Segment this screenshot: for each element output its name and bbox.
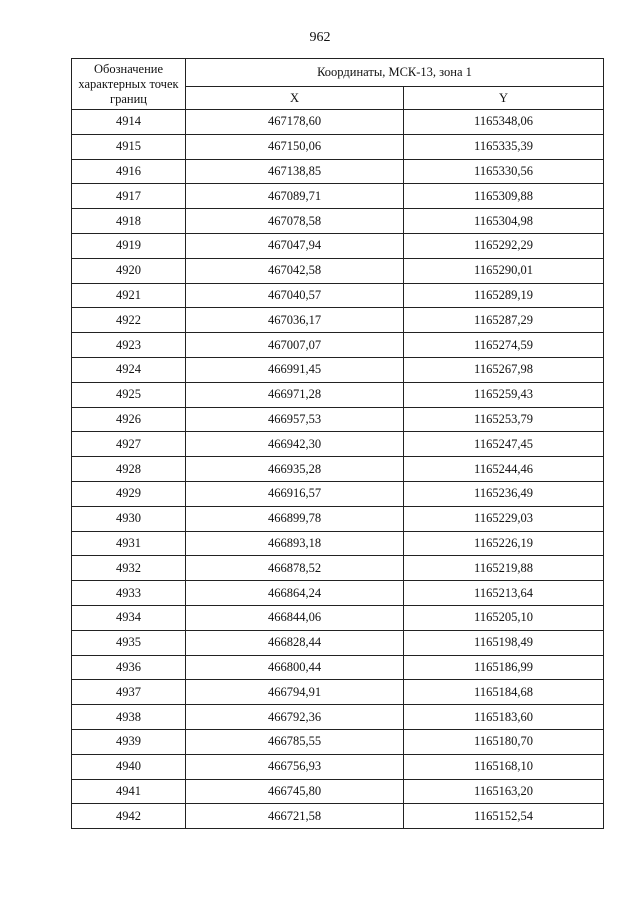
table-row [72,432,604,457]
cell-y: 1165348,06 [404,110,604,135]
coordinates-table [71,58,604,829]
table-row [72,457,604,482]
table-row [72,506,604,531]
cell-x: 467078,58 [186,209,404,234]
cell-x: 467138,85 [186,159,404,184]
cell-y: 1165309,88 [404,184,604,209]
cell-point: 4942 [72,804,186,829]
table-row [72,159,604,184]
cell-point: 4940 [72,754,186,779]
cell-y: 1165287,29 [404,308,604,333]
table-row [72,481,604,506]
table-row [72,110,604,135]
cell-y: 1165247,45 [404,432,604,457]
table-row [72,382,604,407]
table-row [72,184,604,209]
cell-y: 1165229,03 [404,506,604,531]
header-coordinates: Координаты, МСК-13, зона 1 [186,59,604,87]
table-row [72,655,604,680]
cell-x: 466756,93 [186,754,404,779]
cell-point: 4927 [72,432,186,457]
table-row [72,605,604,630]
cell-x: 466935,28 [186,457,404,482]
table-row [72,754,604,779]
table-row [72,209,604,234]
cell-x: 467040,57 [186,283,404,308]
cell-point: 4915 [72,134,186,159]
cell-point: 4916 [72,159,186,184]
cell-y: 1165335,39 [404,134,604,159]
table-body [72,110,604,829]
cell-y: 1165183,60 [404,705,604,730]
cell-x: 466800,44 [186,655,404,680]
table-row [72,729,604,754]
table-row [72,779,604,804]
cell-x: 467178,60 [186,110,404,135]
table-row [72,333,604,358]
cell-x: 466792,36 [186,705,404,730]
cell-point: 4939 [72,729,186,754]
cell-y: 1165267,98 [404,357,604,382]
cell-x: 466916,57 [186,481,404,506]
cell-point: 4937 [72,680,186,705]
table-row [72,308,604,333]
cell-point: 4932 [72,556,186,581]
cell-x: 467042,58 [186,258,404,283]
cell-point: 4919 [72,233,186,258]
cell-point: 4925 [72,382,186,407]
cell-y: 1165163,20 [404,779,604,804]
header-point-designation: Обозначение характерных точек границ [72,59,186,110]
cell-x: 466794,91 [186,680,404,705]
table-row [72,531,604,556]
cell-y: 1165274,59 [404,333,604,358]
cell-y: 1165244,46 [404,457,604,482]
cell-y: 1165304,98 [404,209,604,234]
cell-x: 466893,18 [186,531,404,556]
cell-y: 1165180,70 [404,729,604,754]
cell-y: 1165186,99 [404,655,604,680]
cell-y: 1165198,49 [404,630,604,655]
table-row [72,705,604,730]
cell-point: 4933 [72,581,186,606]
cell-x: 466878,52 [186,556,404,581]
page-number: 962 [309,30,331,45]
cell-point: 4918 [72,209,186,234]
table-row [72,630,604,655]
table-row [72,804,604,829]
cell-x: 467047,94 [186,233,404,258]
cell-y: 1165330,56 [404,159,604,184]
cell-x: 466745,80 [186,779,404,804]
header-x: X [186,87,404,110]
cell-point: 4938 [72,705,186,730]
cell-point: 4935 [72,630,186,655]
table-row [72,407,604,432]
cell-point: 4934 [72,605,186,630]
table-row [72,357,604,382]
cell-y: 1165236,49 [404,481,604,506]
table-row [72,556,604,581]
cell-y: 1165213,64 [404,581,604,606]
table-row [72,283,604,308]
cell-point: 4914 [72,110,186,135]
cell-y: 1165292,29 [404,233,604,258]
cell-point: 4931 [72,531,186,556]
table-row [72,134,604,159]
cell-y: 1165184,68 [404,680,604,705]
cell-x: 466785,55 [186,729,404,754]
cell-y: 1165253,79 [404,407,604,432]
table-row [72,258,604,283]
cell-x: 466828,44 [186,630,404,655]
cell-y: 1165219,88 [404,556,604,581]
cell-y: 1165205,10 [404,605,604,630]
table-row [72,581,604,606]
cell-x: 467089,71 [186,184,404,209]
table-row [72,680,604,705]
cell-x: 466991,45 [186,357,404,382]
cell-y: 1165290,01 [404,258,604,283]
cell-point: 4941 [72,779,186,804]
cell-y: 1165168,10 [404,754,604,779]
cell-point: 4936 [72,655,186,680]
cell-x: 466844,06 [186,605,404,630]
cell-point: 4930 [72,506,186,531]
cell-x: 467036,17 [186,308,404,333]
cell-x: 466899,78 [186,506,404,531]
cell-point: 4923 [72,333,186,358]
cell-x: 467150,06 [186,134,404,159]
cell-point: 4920 [72,258,186,283]
cell-y: 1165259,43 [404,382,604,407]
cell-x: 466971,28 [186,382,404,407]
cell-point: 4926 [72,407,186,432]
cell-x: 467007,07 [186,333,404,358]
cell-point: 4917 [72,184,186,209]
cell-point: 4921 [72,283,186,308]
cell-y: 1165289,19 [404,283,604,308]
cell-point: 4928 [72,457,186,482]
cell-y: 1165152,54 [404,804,604,829]
cell-point: 4922 [72,308,186,333]
cell-y: 1165226,19 [404,531,604,556]
cell-x: 466721,58 [186,804,404,829]
cell-x: 466957,53 [186,407,404,432]
cell-point: 4924 [72,357,186,382]
cell-point: 4929 [72,481,186,506]
table-row [72,233,604,258]
header-y: Y [404,87,604,110]
cell-x: 466942,30 [186,432,404,457]
cell-x: 466864,24 [186,581,404,606]
